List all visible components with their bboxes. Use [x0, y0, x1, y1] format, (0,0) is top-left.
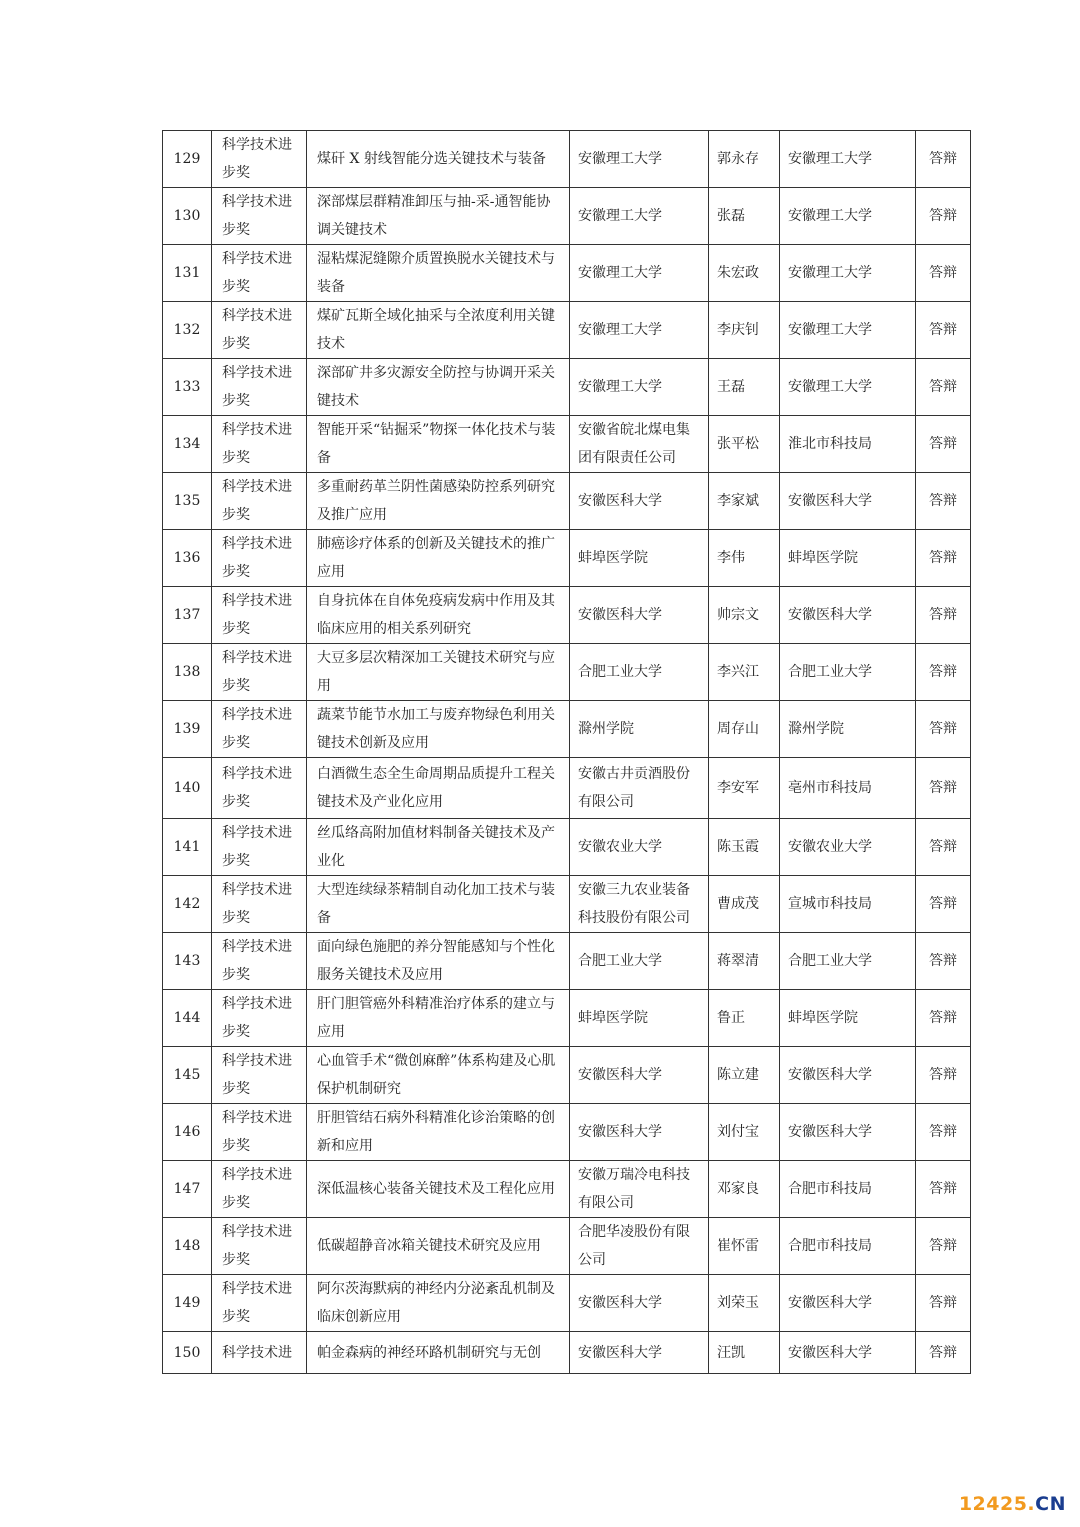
- table-row: [163, 758, 971, 819]
- award-category-cell: 科学技术进步奖: [212, 933, 307, 990]
- completing-unit-cell: 安徽理工大学: [570, 131, 709, 188]
- award-category-cell: 科学技术进步奖: [212, 473, 307, 530]
- evaluation-mode-cell: 答辩: [916, 188, 971, 245]
- watermark-dot: .: [1027, 1493, 1036, 1515]
- evaluation-mode-cell: 答辩: [916, 1047, 971, 1104]
- award-category-cell: 科学技术进步奖: [212, 530, 307, 587]
- main-completer-cell: 陈立建: [709, 1047, 780, 1104]
- completing-unit-cell: 合肥工业大学: [570, 644, 709, 701]
- nominating-unit-cell: 合肥工业大学: [780, 933, 916, 990]
- nominating-unit-cell: 安徽理工大学: [780, 188, 916, 245]
- main-completer-cell: 王磊: [709, 359, 780, 416]
- evaluation-mode-cell: 答辩: [916, 587, 971, 644]
- row-number-cell: 149: [163, 1275, 212, 1332]
- project-name-cell: 多重耐药革兰阴性菌感染防控系列研究及推广应用: [307, 473, 570, 530]
- completing-unit-cell: 安徽万瑞冷电科技有限公司: [570, 1161, 709, 1218]
- table-row: [163, 359, 971, 416]
- row-number-cell: 135: [163, 473, 212, 530]
- row-number-cell: 144: [163, 990, 212, 1047]
- project-name-cell: 深部煤层群精准卸压与抽-采-通智能协调关键技术: [307, 188, 570, 245]
- row-number-cell: 139: [163, 701, 212, 758]
- main-completer-cell: 郭永存: [709, 131, 780, 188]
- nominating-unit-cell: 安徽医科大学: [780, 1332, 916, 1374]
- main-completer-cell: 帅宗文: [709, 587, 780, 644]
- main-completer-cell: 刘荣玉: [709, 1275, 780, 1332]
- nominating-unit-cell: 蚌埠医学院: [780, 530, 916, 587]
- evaluation-mode-cell: 答辩: [916, 1275, 971, 1332]
- table-row: [163, 245, 971, 302]
- main-completer-cell: 刘付宝: [709, 1104, 780, 1161]
- completing-unit-cell: 安徽医科大学: [570, 1332, 709, 1374]
- completing-unit-cell: 安徽理工大学: [570, 188, 709, 245]
- main-completer-cell: 张磊: [709, 188, 780, 245]
- table-row: [163, 1275, 971, 1332]
- evaluation-mode-cell: 答辩: [916, 933, 971, 990]
- main-completer-cell: 鲁正: [709, 990, 780, 1047]
- nominating-unit-cell: 安徽理工大学: [780, 359, 916, 416]
- completing-unit-cell: 蚌埠医学院: [570, 990, 709, 1047]
- main-completer-cell: 崔怀雷: [709, 1218, 780, 1275]
- row-number-cell: 130: [163, 188, 212, 245]
- table-row: [163, 644, 971, 701]
- evaluation-mode-cell: 答辩: [916, 990, 971, 1047]
- project-name-cell: 大豆多层次精深加工关键技术研究与应用: [307, 644, 570, 701]
- completing-unit-cell: 安徽省皖北煤电集团有限责任公司: [570, 416, 709, 473]
- completing-unit-cell: 合肥工业大学: [570, 933, 709, 990]
- project-name-cell: 白酒微生态全生命周期品质提升工程关键技术及产业化应用: [307, 758, 570, 819]
- completing-unit-cell: 安徽医科大学: [570, 1104, 709, 1161]
- completing-unit-cell: 安徽医科大学: [570, 1275, 709, 1332]
- row-number-cell: 146: [163, 1104, 212, 1161]
- nominating-unit-cell: 安徽理工大学: [780, 302, 916, 359]
- table-row: [163, 1161, 971, 1218]
- completing-unit-cell: 安徽医科大学: [570, 473, 709, 530]
- completing-unit-cell: 安徽理工大学: [570, 245, 709, 302]
- evaluation-mode-cell: 答辩: [916, 245, 971, 302]
- nominating-unit-cell: 亳州市科技局: [780, 758, 916, 819]
- main-completer-cell: 李家斌: [709, 473, 780, 530]
- row-number-cell: 143: [163, 933, 212, 990]
- nominating-unit-cell: 安徽医科大学: [780, 1047, 916, 1104]
- evaluation-mode-cell: 答辩: [916, 644, 971, 701]
- completing-unit-cell: 安徽医科大学: [570, 1047, 709, 1104]
- evaluation-mode-cell: 答辩: [916, 473, 971, 530]
- row-number-cell: 129: [163, 131, 212, 188]
- completing-unit-cell: 安徽医科大学: [570, 587, 709, 644]
- main-completer-cell: 李伟: [709, 530, 780, 587]
- nominating-unit-cell: 淮北市科技局: [780, 416, 916, 473]
- nominating-unit-cell: 安徽医科大学: [780, 1104, 916, 1161]
- completing-unit-cell: 滁州学院: [570, 701, 709, 758]
- award-category-cell: 科学技术进步奖: [212, 644, 307, 701]
- project-name-cell: 肝胆管结石病外科精准化诊治策略的创新和应用: [307, 1104, 570, 1161]
- award-category-cell: 科学技术进步奖: [212, 758, 307, 819]
- completing-unit-cell: 安徽古井贡酒股份有限公司: [570, 758, 709, 819]
- project-name-cell: 心血管手术“微创麻醉”体系构建及心肌保护机制研究: [307, 1047, 570, 1104]
- project-name-cell: 深部矿井多灾源安全防控与协调开采关键技术: [307, 359, 570, 416]
- table-row: [163, 933, 971, 990]
- project-name-cell: 煤矸 X 射线智能分选关键技术与装备: [307, 131, 570, 188]
- table-row: [163, 530, 971, 587]
- project-name-cell: 蔬菜节能节水加工与废弃物绿色利用关键技术创新及应用: [307, 701, 570, 758]
- evaluation-mode-cell: 答辩: [916, 302, 971, 359]
- row-number-cell: 140: [163, 758, 212, 819]
- watermark-digits: 12425: [958, 1493, 1028, 1515]
- row-number-cell: 136: [163, 530, 212, 587]
- evaluation-mode-cell: 答辩: [916, 758, 971, 819]
- project-name-cell: 帕金森病的神经环路机制研究与无创: [307, 1332, 570, 1374]
- award-category-cell: 科学技术进步奖: [212, 1161, 307, 1218]
- completing-unit-cell: 安徽理工大学: [570, 359, 709, 416]
- main-completer-cell: 李庆钊: [709, 302, 780, 359]
- row-number-cell: 142: [163, 876, 212, 933]
- row-number-cell: 145: [163, 1047, 212, 1104]
- table-row: [163, 188, 971, 245]
- project-name-cell: 湿粘煤泥缝隙介质置换脱水关键技术与装备: [307, 245, 570, 302]
- completing-unit-cell: 蚌埠医学院: [570, 530, 709, 587]
- table-row: [163, 819, 971, 876]
- award-category-cell: 科学技术进步奖: [212, 701, 307, 758]
- evaluation-mode-cell: 答辩: [916, 131, 971, 188]
- table-row: [163, 302, 971, 359]
- table-row: [163, 990, 971, 1047]
- nominating-unit-cell: 蚌埠医学院: [780, 990, 916, 1047]
- award-category-cell: 科学技术进步奖: [212, 359, 307, 416]
- evaluation-mode-cell: 答辩: [916, 819, 971, 876]
- main-completer-cell: 陈玉霞: [709, 819, 780, 876]
- main-completer-cell: 张平松: [709, 416, 780, 473]
- completing-unit-cell: 安徽理工大学: [570, 302, 709, 359]
- award-category-cell: 科学技术进步奖: [212, 1047, 307, 1104]
- main-completer-cell: 曹成茂: [709, 876, 780, 933]
- project-name-cell: 肺癌诊疗体系的创新及关键技术的推广应用: [307, 530, 570, 587]
- award-category-cell: 科学技术进步奖: [212, 1275, 307, 1332]
- award-category-cell: 科学技术进步奖: [212, 587, 307, 644]
- table-row: [163, 131, 971, 188]
- row-number-cell: 132: [163, 302, 212, 359]
- nominating-unit-cell: 合肥工业大学: [780, 644, 916, 701]
- main-completer-cell: 李兴江: [709, 644, 780, 701]
- project-name-cell: 低碳超静音冰箱关键技术研究及应用: [307, 1218, 570, 1275]
- row-number-cell: 148: [163, 1218, 212, 1275]
- evaluation-mode-cell: 答辩: [916, 359, 971, 416]
- table-row: [163, 1218, 971, 1275]
- site-watermark: [959, 1493, 1066, 1515]
- nominating-unit-cell: 安徽理工大学: [780, 131, 916, 188]
- evaluation-mode-cell: 答辩: [916, 1161, 971, 1218]
- main-completer-cell: 汪凯: [709, 1332, 780, 1374]
- main-completer-cell: 朱宏政: [709, 245, 780, 302]
- award-category-cell: 科学技术进: [212, 1332, 307, 1374]
- nominating-unit-cell: 安徽农业大学: [780, 819, 916, 876]
- nominating-unit-cell: 合肥市科技局: [780, 1218, 916, 1275]
- nominating-unit-cell: 合肥市科技局: [780, 1161, 916, 1218]
- table-row: [163, 876, 971, 933]
- evaluation-mode-cell: 答辩: [916, 701, 971, 758]
- row-number-cell: 138: [163, 644, 212, 701]
- nominating-unit-cell: 安徽医科大学: [780, 1275, 916, 1332]
- row-number-cell: 150: [163, 1332, 212, 1374]
- project-name-cell: 大型连续绿茶精制自动化加工技术与装备: [307, 876, 570, 933]
- award-category-cell: 科学技术进步奖: [212, 245, 307, 302]
- row-number-cell: 131: [163, 245, 212, 302]
- project-name-cell: 肝门胆管癌外科精准治疗体系的建立与应用: [307, 990, 570, 1047]
- main-completer-cell: 周存山: [709, 701, 780, 758]
- nominating-unit-cell: 宣城市科技局: [780, 876, 916, 933]
- award-category-cell: 科学技术进步奖: [212, 1218, 307, 1275]
- award-category-cell: 科学技术进步奖: [212, 416, 307, 473]
- row-number-cell: 134: [163, 416, 212, 473]
- award-category-cell: 科学技术进步奖: [212, 131, 307, 188]
- nominating-unit-cell: 安徽医科大学: [780, 473, 916, 530]
- nominating-unit-cell: 安徽理工大学: [780, 245, 916, 302]
- project-name-cell: 丝瓜络高附加值材料制备关键技术及产业化: [307, 819, 570, 876]
- nominating-unit-cell: 滁州学院: [780, 701, 916, 758]
- completing-unit-cell: 安徽农业大学: [570, 819, 709, 876]
- project-name-cell: 深低温核心装备关键技术及工程化应用: [307, 1161, 570, 1218]
- nominating-unit-cell: 安徽医科大学: [780, 587, 916, 644]
- evaluation-mode-cell: 答辩: [916, 416, 971, 473]
- award-category-cell: 科学技术进步奖: [212, 302, 307, 359]
- table-row: [163, 416, 971, 473]
- table-row: [163, 701, 971, 758]
- row-number-cell: 133: [163, 359, 212, 416]
- evaluation-mode-cell: 答辩: [916, 1104, 971, 1161]
- table-row: [163, 473, 971, 530]
- evaluation-mode-cell: 答辩: [916, 876, 971, 933]
- awards-table: [162, 130, 971, 1374]
- project-name-cell: 阿尔茨海默病的神经内分泌紊乱机制及临床创新应用: [307, 1275, 570, 1332]
- row-number-cell: 147: [163, 1161, 212, 1218]
- evaluation-mode-cell: 答辩: [916, 1332, 971, 1374]
- watermark-cn: CN: [1035, 1493, 1066, 1515]
- row-number-cell: 137: [163, 587, 212, 644]
- main-completer-cell: 蒋翠清: [709, 933, 780, 990]
- project-name-cell: 自身抗体在自体免疫病发病中作用及其临床应用的相关系列研究: [307, 587, 570, 644]
- project-name-cell: 面向绿色施肥的养分智能感知与个性化服务关键技术及应用: [307, 933, 570, 990]
- award-category-cell: 科学技术进步奖: [212, 1104, 307, 1161]
- table-body: [163, 131, 971, 1374]
- award-category-cell: 科学技术进步奖: [212, 990, 307, 1047]
- award-category-cell: 科学技术进步奖: [212, 188, 307, 245]
- table-row: [163, 1104, 971, 1161]
- table-row: [163, 587, 971, 644]
- table-row: [163, 1332, 971, 1374]
- completing-unit-cell: 合肥华凌股份有限公司: [570, 1218, 709, 1275]
- main-completer-cell: 李安军: [709, 758, 780, 819]
- evaluation-mode-cell: 答辩: [916, 530, 971, 587]
- evaluation-mode-cell: 答辩: [916, 1218, 971, 1275]
- row-number-cell: 141: [163, 819, 212, 876]
- award-category-cell: 科学技术进步奖: [212, 819, 307, 876]
- award-category-cell: 科学技术进步奖: [212, 876, 307, 933]
- main-completer-cell: 邓家良: [709, 1161, 780, 1218]
- completing-unit-cell: 安徽三九农业装备科技股份有限公司: [570, 876, 709, 933]
- project-name-cell: 智能开采“钻掘采”物探一体化技术与装备: [307, 416, 570, 473]
- project-name-cell: 煤矿瓦斯全域化抽采与全浓度利用关键技术: [307, 302, 570, 359]
- table-row: [163, 1047, 971, 1104]
